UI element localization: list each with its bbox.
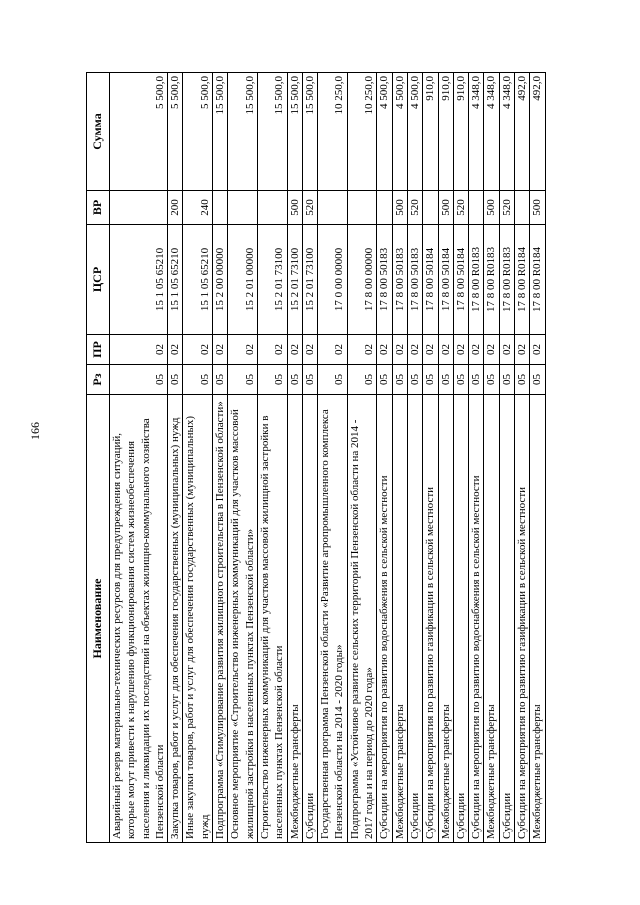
- table-row: [318, 73, 348, 843]
- cell-vr: 240: [183, 191, 213, 225]
- cell-rz: 05: [469, 365, 484, 395]
- cell-rz: 05: [228, 365, 258, 395]
- cell-vr: [377, 191, 392, 225]
- header-rz: Рз: [87, 365, 110, 395]
- cell-name: Субсидии на мероприятия по развитию водоснабжения в сельской местности: [377, 395, 392, 843]
- cell-vr: [110, 191, 168, 225]
- table-row: [168, 73, 183, 843]
- cell-name: Субсидии на мероприятия по развитию газификации в сельской местности: [423, 395, 438, 843]
- cell-sum: 5 500,0: [168, 73, 183, 191]
- cell-csr: 17 8 00 50183: [392, 225, 407, 335]
- cell-pr: 02: [407, 335, 422, 365]
- cell-rz: 05: [515, 365, 530, 395]
- cell-name: Субсидии: [499, 395, 514, 843]
- cell-vr: 500: [392, 191, 407, 225]
- table-row: [530, 73, 545, 843]
- cell-name: Аварийный резерв материально-технических ресурсов для предупреждения ситуаций, которые могут привести к нарушению функционирования систем жизнеобеспечения населения и ликвидации их последствий на объектах жилищно-коммунального хозяйства Пензенской области: [110, 395, 168, 843]
- cell-pr: 02: [469, 335, 484, 365]
- cell-pr: 02: [347, 335, 377, 365]
- cell-rz: 05: [213, 365, 228, 395]
- cell-name: Субсидии: [453, 395, 468, 843]
- table-row: [515, 73, 530, 843]
- cell-csr: 15 2 01 73100: [257, 225, 287, 335]
- cell-name: Межбюджетные трансферты: [392, 395, 407, 843]
- cell-rz: 05: [530, 365, 545, 395]
- cell-name: Субсидии на мероприятия по развитию водоснабжения в сельской местности: [469, 395, 484, 843]
- cell-vr: 500: [438, 191, 453, 225]
- cell-vr: [213, 191, 228, 225]
- cell-vr: 500: [530, 191, 545, 225]
- cell-sum: 492,0: [530, 73, 545, 191]
- table-row: [438, 73, 453, 843]
- cell-sum: 15 500,0: [213, 73, 228, 191]
- cell-rz: 05: [377, 365, 392, 395]
- header-name: Наименование: [87, 395, 110, 843]
- cell-csr: 17 8 00 R0184: [530, 225, 545, 335]
- cell-name: Подпрограмма «Стимулирование развития жилищного строительства в Пензенской области»: [213, 395, 228, 843]
- table-row: [392, 73, 407, 843]
- cell-name: Строительство инженерных коммуникаций для участков массовой жилищной застройки в населенных пунктах Пензенской области: [257, 395, 287, 843]
- cell-csr: 15 1 05 65210: [110, 225, 168, 335]
- table-row: [228, 73, 258, 843]
- cell-sum: 4 500,0: [377, 73, 392, 191]
- cell-pr: 02: [499, 335, 514, 365]
- cell-pr: 02: [183, 335, 213, 365]
- cell-csr: 15 2 01 73100: [302, 225, 317, 335]
- cell-pr: 02: [392, 335, 407, 365]
- cell-rz: 05: [453, 365, 468, 395]
- header-vr: ВР: [87, 191, 110, 225]
- cell-rz: 05: [287, 365, 302, 395]
- cell-csr: 17 8 00 50184: [423, 225, 438, 335]
- cell-name: Межбюджетные трансферты: [530, 395, 545, 843]
- cell-sum: 4 500,0: [392, 73, 407, 191]
- cell-sum: 910,0: [438, 73, 453, 191]
- cell-sum: 15 500,0: [228, 73, 258, 191]
- cell-pr: 02: [257, 335, 287, 365]
- cell-name: Межбюджетные трансферты: [484, 395, 499, 843]
- table-row: [287, 73, 302, 843]
- cell-name: Основное мероприятие «Строительство инженерных коммуникаций для участков массовой жилищной застройки в населенных пунктах Пензенской области»: [228, 395, 258, 843]
- table-row: [499, 73, 514, 843]
- cell-rz: 05: [438, 365, 453, 395]
- table-row: [110, 73, 168, 843]
- cell-sum: 910,0: [453, 73, 468, 191]
- cell-sum: 15 500,0: [287, 73, 302, 191]
- cell-vr: 520: [453, 191, 468, 225]
- cell-vr: [318, 191, 348, 225]
- table-row: [183, 73, 213, 843]
- table-row: [213, 73, 228, 843]
- cell-rz: 05: [168, 365, 183, 395]
- cell-vr: 520: [302, 191, 317, 225]
- cell-csr: 17 8 00 R0183: [499, 225, 514, 335]
- cell-sum: 4 348,0: [484, 73, 499, 191]
- table-row: [257, 73, 287, 843]
- cell-sum: 10 250,0: [347, 73, 377, 191]
- cell-name: Подпрограмма «Устойчивое развитие сельских территорий Пензенской области на 2014 - 2017 годы и на период до 2020 года»: [347, 395, 377, 843]
- cell-sum: 4 500,0: [407, 73, 422, 191]
- cell-vr: 500: [287, 191, 302, 225]
- cell-name: Субсидии на мероприятия по развитию газификации в сельской местности: [515, 395, 530, 843]
- cell-pr: 02: [228, 335, 258, 365]
- cell-sum: 910,0: [423, 73, 438, 191]
- cell-vr: 520: [499, 191, 514, 225]
- cell-rz: 05: [499, 365, 514, 395]
- cell-rz: 05: [423, 365, 438, 395]
- cell-csr: 17 8 00 00000: [347, 225, 377, 335]
- rotated-page-content: [86, 73, 566, 843]
- table-header-row: [87, 73, 110, 843]
- header-sum: Сумма: [87, 73, 110, 191]
- cell-sum: 4 348,0: [499, 73, 514, 191]
- cell-vr: [347, 191, 377, 225]
- cell-sum: 15 500,0: [302, 73, 317, 191]
- cell-vr: [423, 191, 438, 225]
- cell-sum: 15 500,0: [257, 73, 287, 191]
- table-row: [407, 73, 422, 843]
- cell-vr: 500: [484, 191, 499, 225]
- cell-csr: 17 8 00 50183: [377, 225, 392, 335]
- cell-vr: [228, 191, 258, 225]
- table-row: [347, 73, 377, 843]
- cell-vr: [257, 191, 287, 225]
- cell-pr: 02: [213, 335, 228, 365]
- cell-name: Субсидии: [302, 395, 317, 843]
- cell-pr: 02: [484, 335, 499, 365]
- cell-rz: 05: [318, 365, 348, 395]
- cell-vr: [515, 191, 530, 225]
- table-row: [423, 73, 438, 843]
- cell-pr: 02: [318, 335, 348, 365]
- cell-pr: 02: [287, 335, 302, 365]
- cell-vr: 520: [407, 191, 422, 225]
- cell-csr: 15 2 01 00000: [228, 225, 258, 335]
- cell-sum: 492,0: [515, 73, 530, 191]
- table-body: [110, 73, 546, 843]
- cell-pr: 02: [302, 335, 317, 365]
- cell-sum: 5 500,0: [183, 73, 213, 191]
- table-row: [302, 73, 317, 843]
- cell-csr: 15 2 01 73100: [287, 225, 302, 335]
- cell-csr: 17 8 00 50184: [438, 225, 453, 335]
- cell-pr: 02: [438, 335, 453, 365]
- cell-csr: 15 1 05 65210: [168, 225, 183, 335]
- cell-rz: 05: [392, 365, 407, 395]
- cell-sum: 5 500,0: [110, 73, 168, 191]
- cell-csr: 15 2 00 00000: [213, 225, 228, 335]
- cell-rz: 05: [183, 365, 213, 395]
- cell-pr: 02: [168, 335, 183, 365]
- cell-csr: 17 8 00 R0183: [469, 225, 484, 335]
- cell-pr: 02: [515, 335, 530, 365]
- cell-csr: 17 8 00 50184: [453, 225, 468, 335]
- table-row: [484, 73, 499, 843]
- table-row: [377, 73, 392, 843]
- cell-name: Межбюджетные трансферты: [287, 395, 302, 843]
- table-row: [453, 73, 468, 843]
- cell-csr: 17 8 00 R0184: [515, 225, 530, 335]
- cell-name: Государственная программа Пензенской области «Развитие агропромышленного комплекса Пензенской области на 2014 - 2020 годы»: [318, 395, 348, 843]
- cell-pr: 02: [453, 335, 468, 365]
- cell-rz: 05: [257, 365, 287, 395]
- table-row: [469, 73, 484, 843]
- cell-pr: 02: [530, 335, 545, 365]
- cell-name: Закупка товаров, работ и услуг для обеспечения государственных (муниципальных) нужд: [168, 395, 183, 843]
- cell-csr: 15 1 05 65210: [183, 225, 213, 335]
- cell-pr: 02: [423, 335, 438, 365]
- cell-sum: 4 348,0: [469, 73, 484, 191]
- cell-name: Межбюджетные трансферты: [438, 395, 453, 843]
- budget-table: [86, 72, 546, 843]
- cell-vr: 200: [168, 191, 183, 225]
- cell-vr: [469, 191, 484, 225]
- cell-rz: 05: [110, 365, 168, 395]
- header-pr: ПР: [87, 335, 110, 365]
- cell-name: Иные закупки товаров, работ и услуг для обеспечения государственных (муниципальных) нужд: [183, 395, 213, 843]
- cell-rz: 05: [407, 365, 422, 395]
- cell-name: Субсидии: [407, 395, 422, 843]
- cell-csr: 17 8 00 50183: [407, 225, 422, 335]
- cell-rz: 05: [347, 365, 377, 395]
- cell-pr: 02: [377, 335, 392, 365]
- cell-pr: 02: [110, 335, 168, 365]
- cell-rz: 05: [302, 365, 317, 395]
- cell-csr: 17 8 00 R0183: [484, 225, 499, 335]
- cell-rz: 05: [484, 365, 499, 395]
- page-number: 166: [28, 422, 42, 440]
- cell-sum: 10 250,0: [318, 73, 348, 191]
- header-csr: ЦСР: [87, 225, 110, 335]
- cell-csr: 17 0 00 00000: [318, 225, 348, 335]
